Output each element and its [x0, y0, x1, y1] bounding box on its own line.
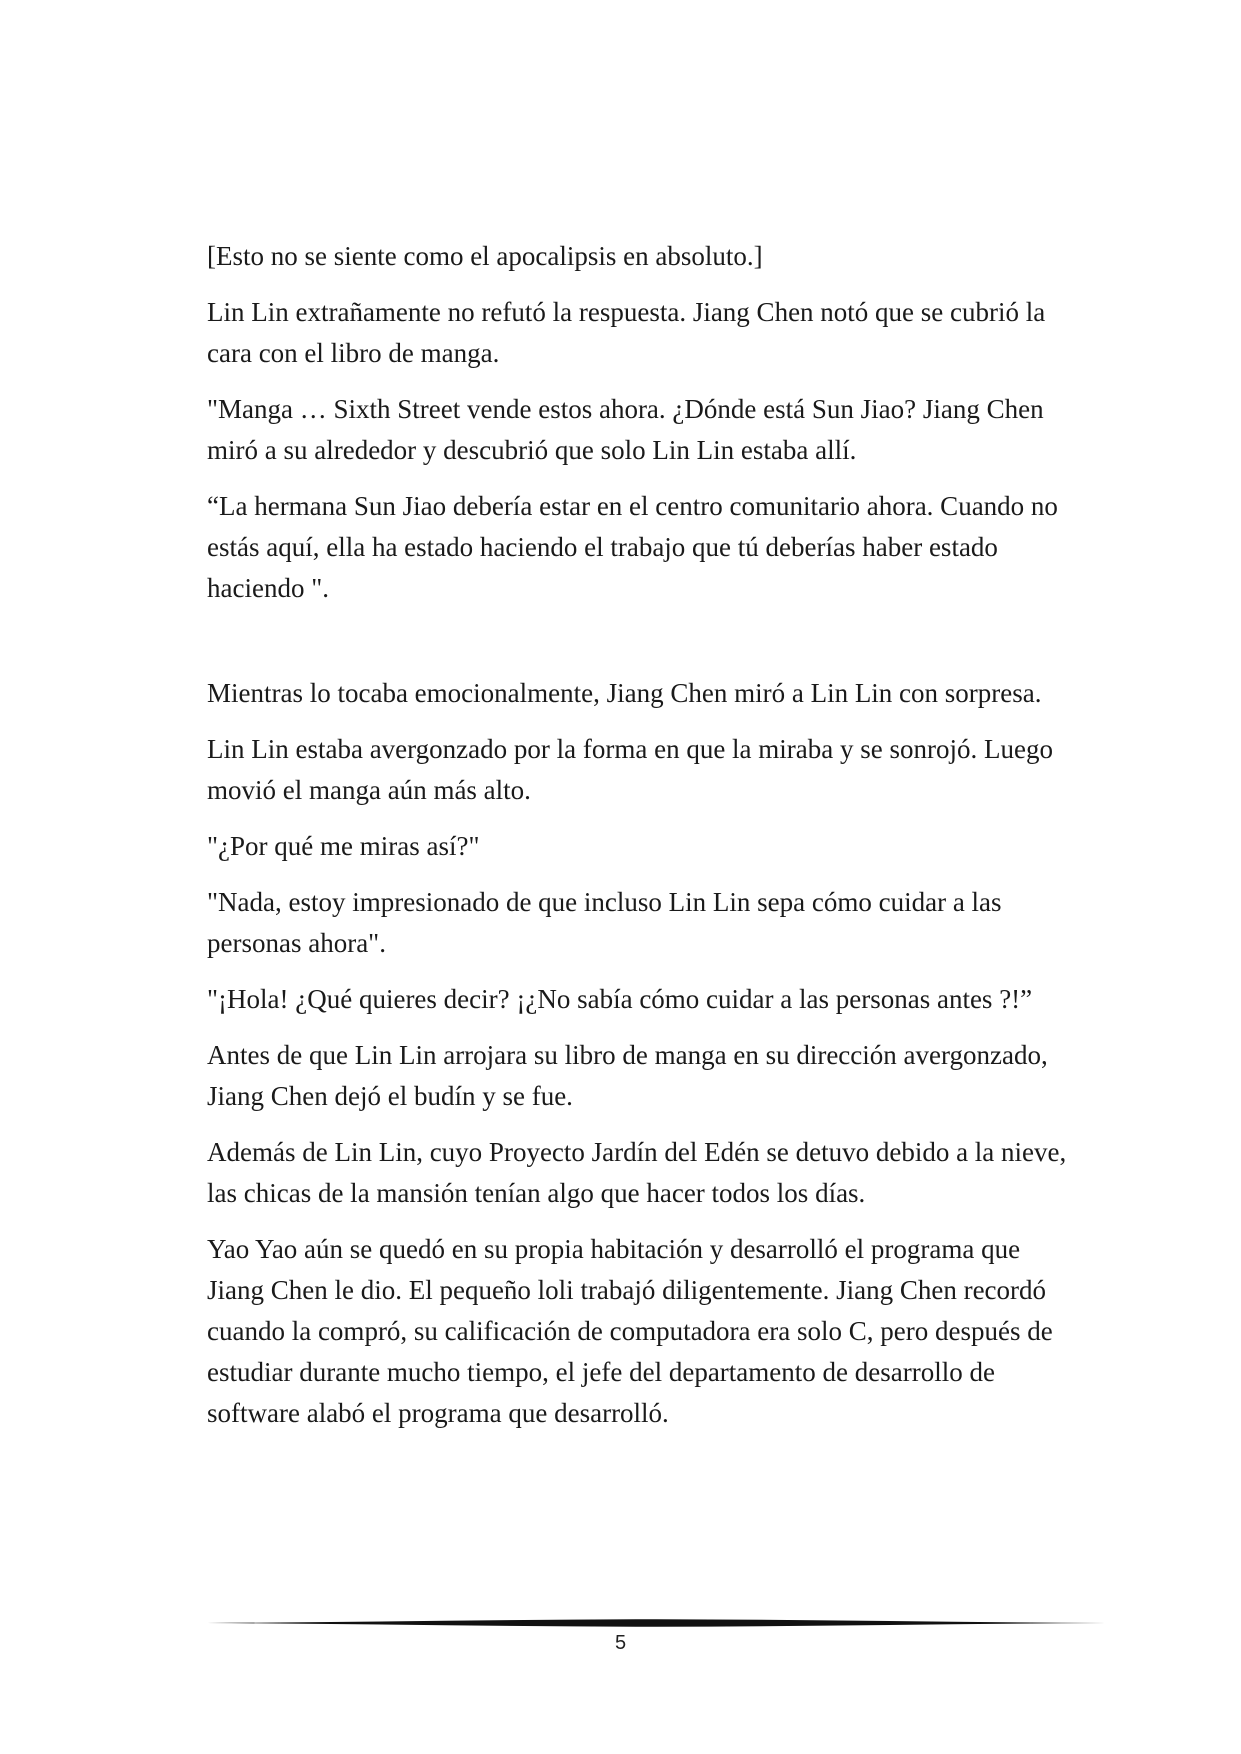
paragraph: "¡Hola! ¿Qué quieres decir? ¡¿No sabía cómo cuidar a las personas antes ?!”	[207, 984, 1033, 1014]
paragraph: "¿Por qué me miras así?"	[207, 831, 480, 861]
paragraph: Mientras lo tocaba emocionalmente, Jiang Chen miró a Lin Lin con sorpresa.	[207, 678, 1042, 708]
page-body	[207, 236, 1067, 1449]
paragraph: Antes de que Lin Lin arrojara su libro de manga en su dirección avergonzado, Jiang Chen dejó el budín y se fue.	[207, 1040, 1048, 1111]
section-gap	[207, 624, 1067, 673]
paragraph: Además de Lin Lin, cuyo Proyecto Jardín del Edén se detuvo debido a la nieve, las chicas de la mansión tenían algo que hacer todos los días.	[207, 1137, 1067, 1208]
paragraph: "Nada, estoy impresionado de que incluso Lin Lin sepa cómo cuidar a las personas ahora".	[207, 887, 1002, 958]
paragraph: Lin Lin extrañamente no refutó la respuesta. Jiang Chen notó que se cubrió la cara con el libro de manga.	[207, 297, 1046, 368]
page-number: 5	[614, 1632, 627, 1654]
paragraph: [Esto no se siente como el apocalipsis en absoluto.]	[207, 241, 763, 271]
paragraph: Yao Yao aún se quedó en su propia habitación y desarrolló el programa que Jiang Chen le dio. El pequeño loli trabajó diligentemente. Jiang Chen recordó cuando la compró, su calificación de computadora era solo C, pero después de estudiar durante mucho tiempo, el jefe del departamento de desarrollo de software alabó el programa que desarrolló.	[207, 1234, 1053, 1428]
paragraph: "Manga … Sixth Street vende estos ahora. ¿Dónde está Sun Jiao? Jiang Chen miró a su alrededor y descubrió que solo Lin Lin estaba allí.	[207, 394, 1044, 465]
paragraph: Lin Lin estaba avergonzado por la forma en que la miraba y se sonrojó. Luego movió el manga aún más alto.	[207, 734, 1053, 805]
paragraph: “La hermana Sun Jiao debería estar en el centro comunitario ahora. Cuando no estás aquí, ella ha estado haciendo el trabajo que tú deberías haber estado haciendo ".	[207, 491, 1058, 603]
footer-divider	[207, 1618, 1106, 1628]
